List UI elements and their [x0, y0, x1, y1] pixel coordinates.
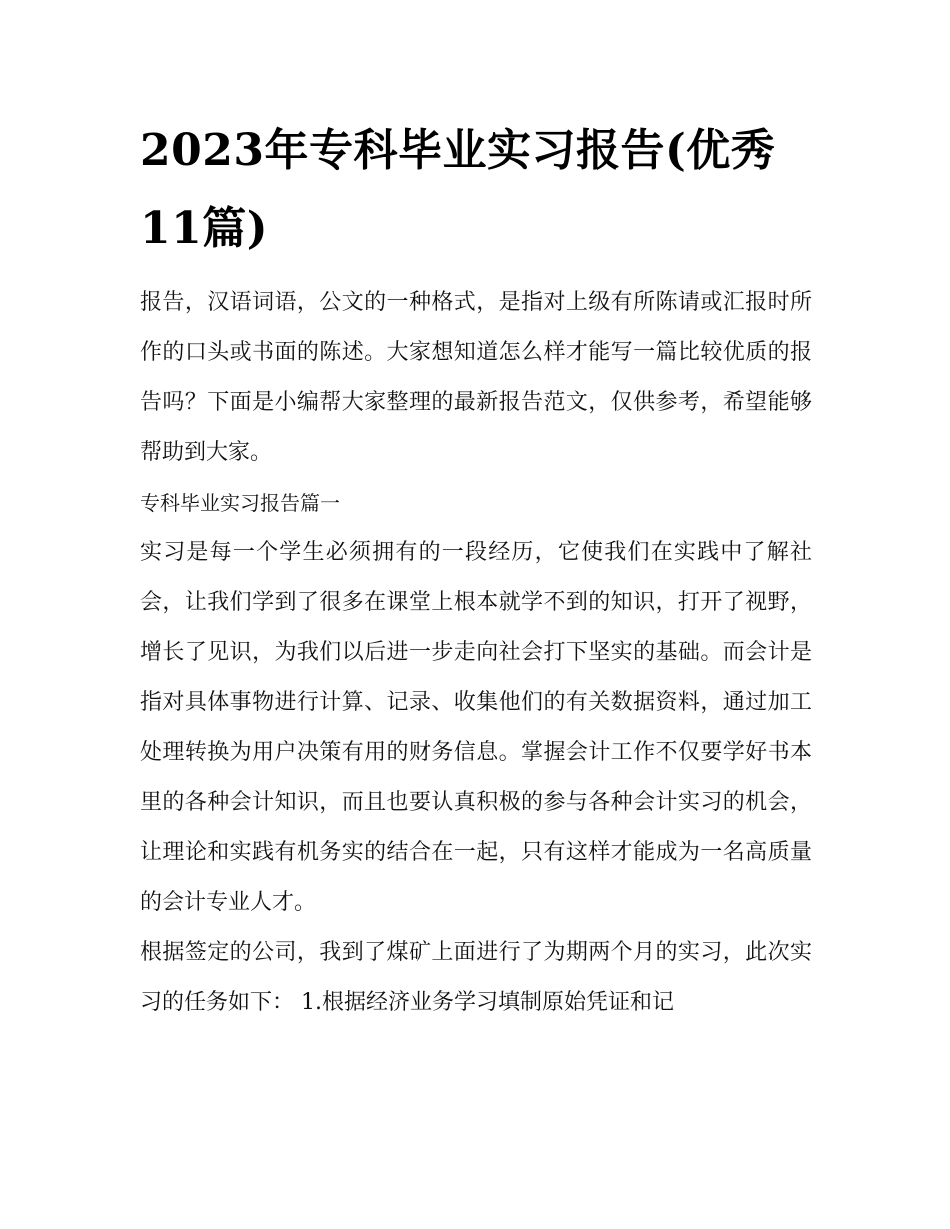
body-paragraph-1: 实习是每一个学生必须拥有的一段经历，它使我们在实践中了解社会，让我们学到了很多在课堂上根本就学不到的知识，打开了视野，增长了见识，为我们以后进一步走向社会打下坚实的基础。而会计是指对具体事物进行计算、记录、收集他们的有关数据资料，通过加工处理转换为用户决策有用的财务信息。掌握会计工作不仅要学好书本里的各种会计知识，而且也要认真积极的参与各种会计实习的机会，让理论和实践有机务实的结合在一起，只有这样才能成为一名高质量的会计专业人才。 — [140, 540, 812, 915]
document-body — [140, 112, 812, 1028]
document-title: 2023年专科毕业实习报告(优秀11篇) — [140, 125, 776, 254]
intro-paragraph: 报告，汉语词语，公文的一种格式，是指对上级有所陈请或汇报时所作的口头或书面的陈述。大家想知道怎么样才能写一篇比较优质的报告吗？下面是小编帮大家整理的最新报告范文，仅供参考，希望能够帮助到大家。 — [140, 290, 812, 465]
body-paragraph-2: 根据签定的公司，我到了煤矿上面进行了为期两个月的实习，此次实习的任务如下： 1.根据经济业务学习填制原始凭证和记 — [140, 940, 812, 1015]
section-heading: 专科毕业实习报告篇一 — [140, 491, 340, 515]
